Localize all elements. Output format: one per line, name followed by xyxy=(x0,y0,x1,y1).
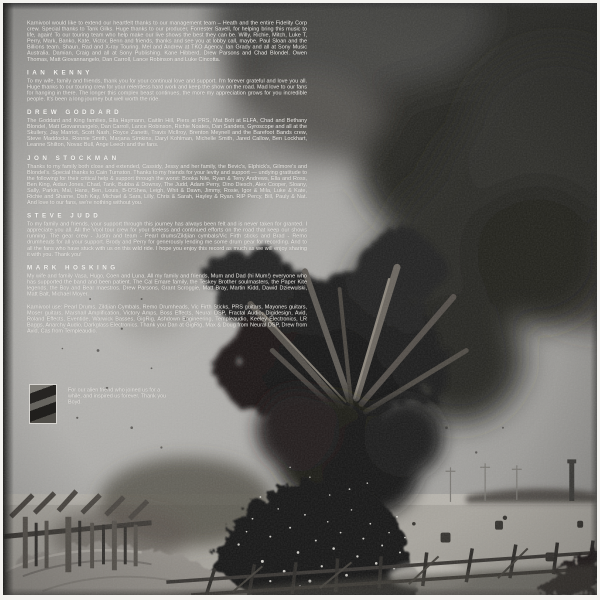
ian-kenny-thanks-paragraph: To my wife, family and friends, thank you for your continual love and support. I'm forever grateful and love you all. Huge thanks to our touring crew for your relentless hard work and keep the show on the road. Mad love to our fans for hanging in there. The longer this complex beast continues, the more my appreciation grows for you incredible people. It's been a long journey but well worth the ride. xyxy=(27,77,307,102)
dedication-note: For our alien friend who joined us for a while, and inspired us forever. Thank you Boyd. xyxy=(68,387,167,406)
steve-judd-thanks-paragraph: To my family and friends, your support through this journey has always been felt and is never taken for granted. I appreciate you all. All the Vool tour crew for your tireless and continued efforts on the road that keep our shows running. The gear crew - Justin and team - Pearl drums/Zildjian cymbals/Vic Firth sticks and Brad - Remo drumheads for all your support. Brody and Perry for generously lending me some drum gear for recording. And to all the fans who have stuck with us on this wild ride. I hope you enjoy this record as much as we will enjoy sharing it with you. Thank you! xyxy=(27,221,307,258)
dedication-photo-thumbnail xyxy=(29,384,57,424)
section-heading-drew-goddard: DREW GODDARD xyxy=(27,108,123,116)
management-thanks-paragraph: Karnivool would like to extend our heartfelt thanks to our management team – Heath and the entire Fidelity Corp crew. Special thanks to Tank Gilks. Huge thanks to our producer, Forrester Savell, for helping bring this music to life, again! To our touring team who help make our live shows the best they can be. Willy, Richie, Mitch, Luke T, Perry, Mark, Banko, Kate, Victor, Benn and friends, thanks and see you at lobby call, maybe. Paul Sloan and the Billions team. Shaun, Rad and X-ray Touring. Mel and Andrew at TKO Agency. Ian Grady and all at Sony Music Australia. Damian, Craig and all at Sony Publishing. Kane Hibberd, Drew Parsons and Chad Blondel. Owen Thomas, Matt Giovannangelo, Dan Carroll, Lance Robinson and Luke Cincotta. xyxy=(27,20,307,63)
jon-stockman-thanks-paragraph: Thanks to my family both close and extended, Cassidy, Jessy and her family, the Bevic's, Elphick's, Gilmore's and Blondel's. Special thanks to Cain Turnston. Thanks to my friends for your levity and support — undying gratitude to the following for their critical help & support through the worst: Booka Nile, Ryan & Terry Andrews, Ella and Ross, Ben King, Aidan Jones, Chad, Tank, Bubba & Downsy, The Judd, Adam Perry, Dino Diesch, Alex Cooper, Sloany, Sally, Parkin, Mal, Hans, Ben, Louis, B-O'Shea, Leigh, Whit & Dawn, Jimmy, Rosie, Igor & Mila, Luke & Kate, Richie and Sharne, Dish Kay, Michael & Sara, Lilly, Chris & Sarah, Hayley & Ryan. RIP Percy, Bill, Pauly & Nat. And love to our fans, we're nothing without you. xyxy=(27,163,307,206)
section-heading-steve-judd: STEVE JUDD xyxy=(27,212,102,220)
drew-goddard-thanks-paragraph: The Goddard and King families, Ella Haymann, Caitlin Hill, Piers at PRS, Mat Bolt at ELFA, Chad and Bethany Blondel, Matt Giovannangelo, Dan Carroll, Lance Robinson, Richie Noates, Dan Sanders, Gyroscope and all at the Skullery, Jay Marriot, Scott Nash, Royce Zanetti, Travis McIlroy, Brenton Meynell and the Barefoot Bands crew, Steve Maddocks, Ronnie Smith, Marjana Simkins, Daryl Kohlman, Michelle Smith, Jared Callow, Ben Lockhart, Leanne Shilton, Novac Bull, Ange Leech and the fans. xyxy=(27,117,307,148)
section-heading-ian-kenny: IAN KENNY xyxy=(27,68,93,76)
section-heading-mark-hosking: MARK HOSKING xyxy=(27,263,119,271)
equipment-paragraph: Karnivool use: Pearl Drums, Zildjian Cymbals, Remo Drumheads, Vic Firth Sticks, PRS guitars, Mayones guitars, Moser guitars, Marshall Amplification, Victory Amps, Boss Effects, Neural DSP, Fractal Audio, Digidesign, Avid, Roland Effects, Eventide, Warwick Basses, GigRig, Ashdown Engineering, Templeaudio, Keeley Electronics, LR Baggs, Anarchy Audio, Darkglass Electronics. Thank you Dan at GigRig, Max & Doug from Neural DSP, Drew from Avid, Cas from Templeaudio. xyxy=(27,304,307,335)
credits-panel xyxy=(27,20,307,334)
section-heading-jon-stockman: JON STOCKMAN xyxy=(27,154,120,162)
mark-hosking-thanks-paragraph: My wife and family Vasa, Hugo, Coen and Luna. All my family and friends, Mum and Dad (hi Mum!) everyone who has supported the band and been patient. The Cal Emare family, the Teskey Brother soulmasters, the Paper Kite legends, the Boy and Bear maestros. Drew Parsons, Grant Scroggie, Matt Bray, Martin Kidd, Dawid Dziewulski, Matt Balt, Michael Moyer. xyxy=(27,272,307,297)
